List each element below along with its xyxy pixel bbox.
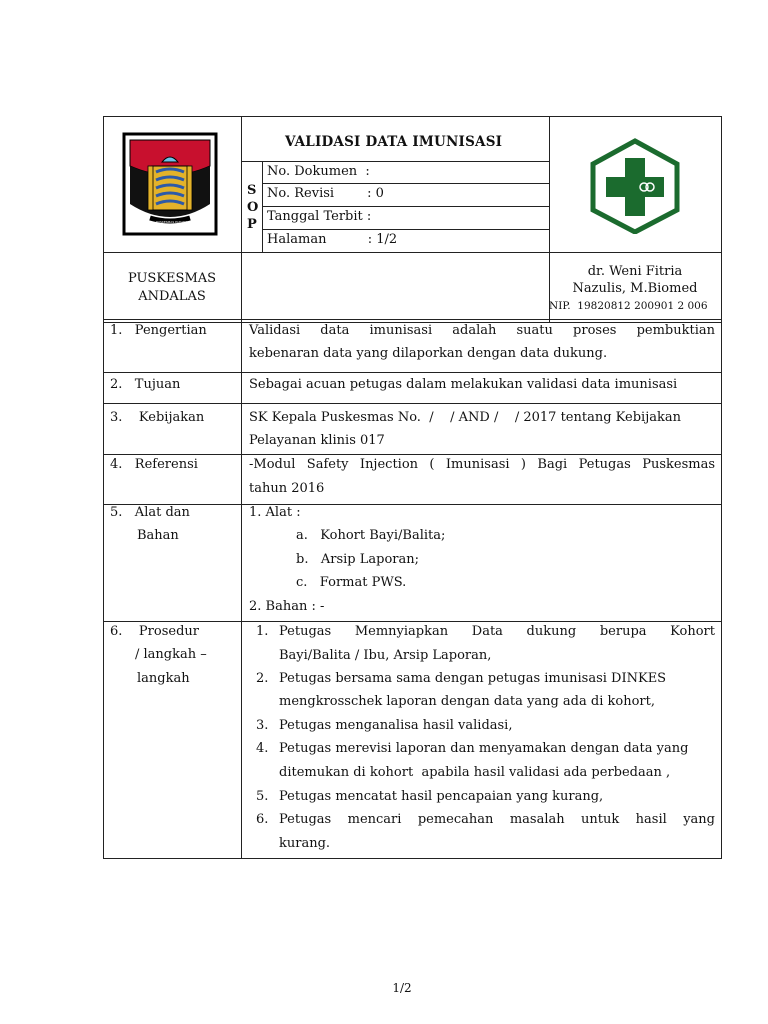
tanggal-terbit: Tanggal Terbit : [267, 209, 372, 224]
step-number: 5. [256, 789, 269, 804]
header-row-divider [262, 183, 549, 184]
row-label-prosedur-line2: / langkah – [135, 647, 207, 662]
table-border-top [103, 116, 722, 117]
step-text-line1: Petugas menganalisa hasil validasi, [279, 718, 513, 733]
pengertian-text-line2: kebenaran data yang dilaporkan dengan data dukung. [249, 346, 608, 361]
step-number: 3. [256, 718, 269, 733]
step-text-line1: Petugas Memnyiapkan Data dukung berupa Kohort [279, 624, 715, 639]
header-bottom-divider [103, 252, 722, 253]
header-title-divider [241, 161, 549, 162]
tujuan-text: Sebagai acuan petugas dalam melakukan validasi data imunisasi [249, 377, 678, 392]
sop-letter-s: S [247, 183, 257, 198]
row-label-alat-line2: Bahan [137, 528, 179, 543]
step-number: 2. [256, 671, 269, 686]
row-divider [103, 403, 722, 404]
step-text-line1: Petugas mencatat hasil pencapaian yang kurang, [279, 789, 604, 804]
page-number: 1/2 [392, 981, 412, 995]
row-divider [103, 621, 722, 622]
step-text-line2: kurang. [279, 836, 331, 851]
kebijakan-text-line2: Pelayanan klinis 017 [249, 433, 385, 448]
puskesmas-cross-logo-icon [589, 138, 681, 234]
step-text-line2: ditemukan di kohort apabila hasil validasi ada perbedaan , [279, 765, 671, 780]
step-number: 6. [256, 812, 269, 827]
row-divider [103, 372, 722, 373]
sop-column-divider [262, 161, 263, 253]
row-label-kebijakan: 3. Kebijakan [110, 410, 205, 425]
signer-nip: NIP. 19820812 200901 2 006 [549, 300, 708, 312]
alat-item: b. Arsip Laporan; [296, 552, 419, 567]
step-text-line1: Petugas bersama sama dengan petugas imunisasi DINKES [279, 671, 667, 686]
row-label-tujuan: 2. Tujuan [110, 377, 181, 392]
halaman: Halaman : 1/2 [267, 232, 398, 247]
header-row-divider [262, 229, 549, 230]
signer-name-line2: Nazulis, M.Biomed [572, 281, 698, 296]
table-border-left [103, 116, 104, 859]
step-text-line1: Petugas mencari pemecahan masalah untuk hasil yang [279, 812, 715, 827]
sop-title: VALIDASI DATA IMUNISASI [285, 134, 503, 150]
sop-letter-o: O [247, 200, 259, 215]
row-label-alat-line1: 5. Alat dan [110, 505, 190, 520]
no-dokumen: No. Dokumen : [267, 164, 370, 179]
table-border-right [721, 116, 722, 859]
row-label-referensi: 4. Referensi [110, 457, 198, 472]
kebijakan-text-line1: SK Kepala Puskesmas No. / / AND / / 2017 tentang Kebijakan [249, 410, 681, 425]
bahan-text: 2. Bahan : - [249, 599, 325, 614]
row-divider [103, 454, 722, 455]
org-name-line2: ANDALAS [138, 289, 206, 304]
referensi-text-line2: tahun 2016 [249, 481, 325, 496]
alat-item: a. Kohort Bayi/Balita; [296, 528, 446, 543]
row-label-prosedur-line1: 6. Prosedur [110, 624, 199, 639]
row-label-prosedur-line3: langkah [137, 671, 190, 686]
step-number: 1. [256, 624, 269, 639]
alat-title: 1. Alat : [249, 505, 301, 520]
referensi-text-line1: -Modul Safety Injection ( Imunisasi ) Bagi Petugas Puskesmas [249, 457, 715, 472]
org-name-line1: PUSKESMAS [127, 271, 217, 286]
alat-item: c. Format PWS. [296, 575, 407, 590]
pengertian-text-line1: Validasi data imunisasi adalah suatu proses pembuktian [249, 323, 715, 338]
step-text-line2: mengkrosschek laporan dengan data yang ada di kohort, [279, 694, 655, 709]
header-row-divider [262, 206, 549, 207]
puskesmas-seal-icon [122, 132, 218, 236]
no-revisi: No. Revisi : 0 [267, 186, 384, 201]
seal-caption: PUSKESMAS PADANG [156, 220, 188, 224]
step-text-line1: Petugas merevisi laporan dan menyamakan dengan data yang [279, 741, 689, 756]
row-divider [103, 504, 722, 505]
header-double-line [103, 319, 722, 320]
step-number: 4. [256, 741, 269, 756]
signer-name-line1: dr. Weni Fitria [587, 264, 683, 279]
row-label-pengertian: 1. Pengertian [110, 323, 207, 338]
table-border-bottom [103, 858, 722, 859]
sop-letter-p: P [247, 217, 257, 232]
step-text-line2: Bayi/Balita / Ibu, Arsip Laporan, [279, 648, 492, 663]
column-divider-label [241, 116, 242, 859]
